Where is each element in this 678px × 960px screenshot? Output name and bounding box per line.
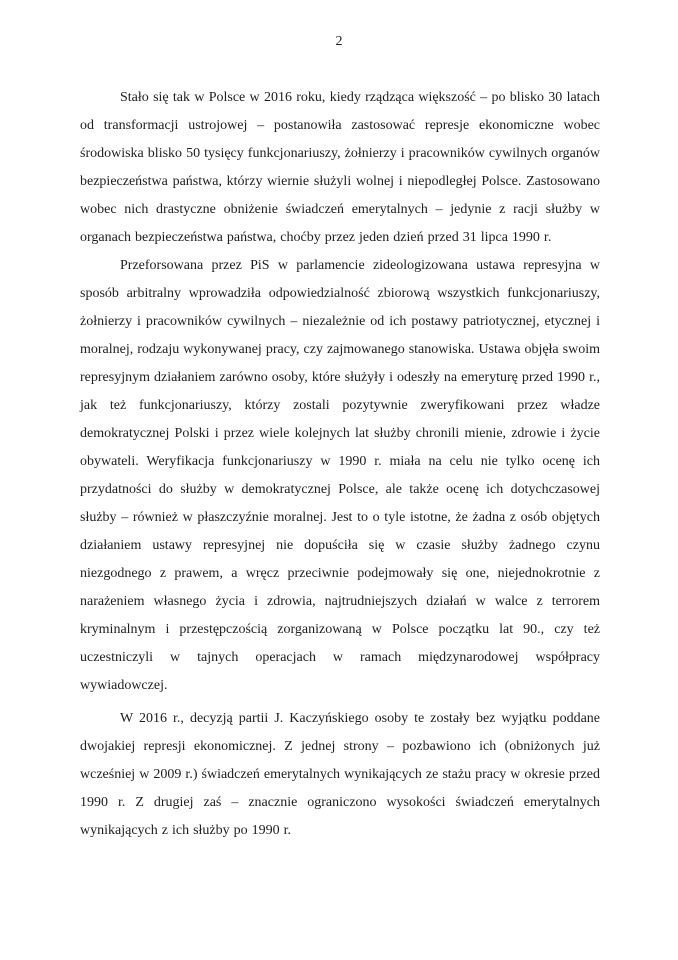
body-paragraph: W 2016 r., decyzją partii J. Kaczyńskiego osoby te zostały bez wyjątku poddane dwojakiej represji ekonomicznej. Z jednej strony – pozbawiono ich (obniżonych już wcześniej w 2009 r.) świadczeń emerytalnych wynikających ze stażu pracy w okresie przed 1990 r. Z drugiej zaś – znacznie ograniczono wysokości świadczeń emerytalnych wynikających z ich służby po 1990 r. <box>80 711 600 838</box>
body-paragraph: Stało się tak w Polsce w 2016 roku, kiedy rządząca większość – po blisko 30 latach od transformacji ustrojowej – postanowiła zastosować represje ekonomiczne wobec środowiska blisko 50 tysięcy funkcjonariuszy, żołnierzy i pracowników cywilnych organów bezpieczeństwa państwa, którzy wiernie służyli wolnej i niepodległej Polsce. Zastosowano wobec nich drastyczne obniżenie świadczeń emerytalnych – jedynie z racji służby w organach bezpieczeństwa państwa, choćby przez jeden dzień przed 31 lipca 1990 r. <box>80 90 600 245</box>
page-number: 2 <box>335 34 343 49</box>
body-paragraph: Przeforsowana przez PiS w parlamencie zideologizowana ustawa represyjna w sposób arbitralny wprowadziła odpowiedzialność zbiorową wszystkich funkcjonariuszy, żołnierzy i pracowników cywilnych – niezależnie od ich postawy patriotycznej, etycznej i moralnej, rodzaju wykonywanej pracy, czy zajmowanego stanowiska. Ustawa objęła swoim represyjnym działaniem zarówno osoby, które służyły i odeszły na emeryturę przed 1990 r., jak też funkcjonariuszy, którzy zostali pozytywnie zweryfikowani przez władze demokratycznej Polski i przez wiele kolejnych lat służby chronili mienie, zdrowie i życie obywateli. Weryfikacja funkcjonariuszy w 1990 r. miała na celu nie tylko ocenę ich przydatności do służby w demokratycznej Polsce, ale także ocenę ich dotychczasowej służby – również w płaszczyźnie moralnej. Jest to o tyle istotne, że żadna z osób objętych działaniem ustawy represyjnej nie dopuściła się w czasie służby żadnego czynu niezgodnego z prawem, a wręcz przeciwnie podejmowały się one, niejednokrotnie z narażeniem własnego życia i zdrowia, najtrudniejszych działań w walce z terrorem kryminalnym i przestępczością zorganizowaną w Polsce początku lat 90., czy też uczestniczyli w tajnych operacjach w ramach międzynarodowej współpracy wywiadowczej. <box>80 258 600 693</box>
document-body <box>80 84 600 845</box>
